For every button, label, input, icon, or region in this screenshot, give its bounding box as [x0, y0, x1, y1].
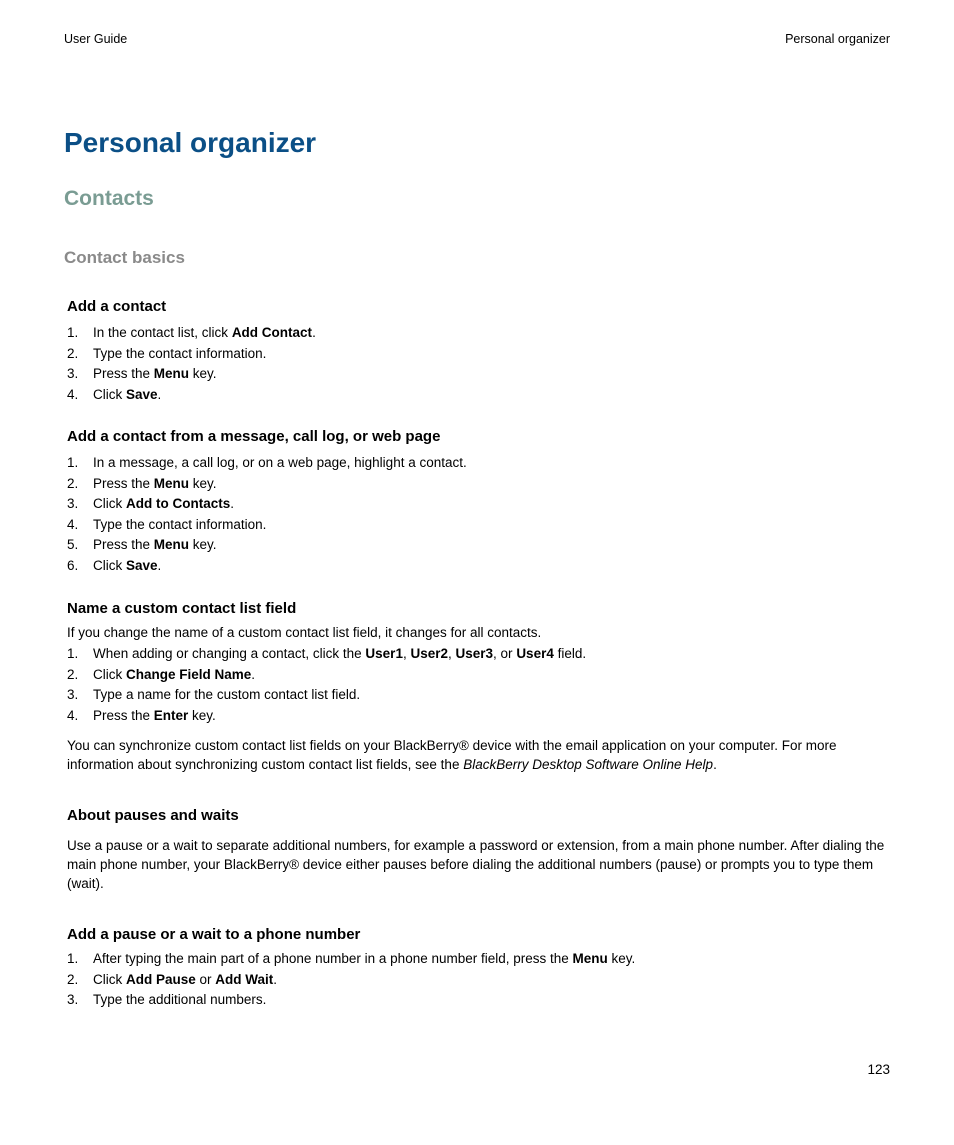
header-guide-title: User Guide — [64, 32, 128, 46]
step: 1. When adding or changing a contact, click the User1, User2, User3, or User4 field. — [67, 646, 587, 661]
step: 1. In a message, a call log, or on a web page, highlight a contact. — [67, 455, 467, 470]
step: 3. Press the Menu key. — [67, 366, 217, 382]
section-heading: Add a contact — [67, 298, 167, 315]
page-title: Personal organizer — [64, 127, 317, 158]
step: 3. Type a name for the custom contact list field. — [67, 687, 361, 703]
section-heading: Add a pause or a wait to a phone number — [67, 926, 361, 943]
help-reference: BlackBerry Desktop Software Online Help — [463, 757, 714, 773]
section-heading: Name a custom contact list field — [67, 600, 297, 617]
section-title: Contacts — [64, 187, 154, 210]
page-header — [64, 32, 890, 50]
steps-list — [67, 949, 892, 1011]
section-add-contact-from-message — [67, 427, 892, 577]
step: 1. In the contact list, click Add Contact. — [67, 325, 316, 340]
section-paragraph: Use a pause or a wait to separate additional numbers, for example a password or extension, from a main phone number. After dialing the main phone number, your BlackBerry® device either pauses before dialing the additional numbers (pause) or prompts you to type them (wait). — [67, 838, 885, 891]
step: 2. Press the Menu key. — [67, 475, 217, 491]
section-about-pauses — [67, 806, 892, 893]
section-name-custom-field — [67, 599, 892, 774]
step: 3. Type the additional numbers. — [67, 992, 267, 1008]
step: 2. Click Change Field Name. — [67, 666, 256, 682]
steps-list — [67, 453, 892, 577]
steps-list — [67, 644, 892, 726]
section-heading: About pauses and waits — [67, 807, 239, 824]
page-number: 123 — [867, 1062, 890, 1077]
section-add-contact — [67, 297, 892, 405]
header-chapter-title: Personal organizer — [785, 32, 890, 46]
step: 4. Type the contact information. — [67, 516, 267, 532]
step: 5. Press the Menu key. — [67, 537, 217, 553]
step: 6. Click Save. — [67, 557, 162, 573]
sync-note: You can synchronize custom contact list fields on your BlackBerry® device with the email application on your computer. For more information about synchronizing custom contact list fields, see the BlackBerry Desktop Software Online Help. — [67, 738, 837, 773]
step: 1. After typing the main part of a phone number in a phone number field, press the Menu key. — [67, 951, 636, 966]
steps-list — [67, 323, 892, 405]
subsection-title: Contact basics — [64, 248, 185, 267]
section-add-pause — [67, 925, 892, 1011]
section-intro: If you change the name of a custom contact list field, it changes for all contacts. — [67, 625, 542, 640]
step: 2. Type the contact information. — [67, 345, 267, 361]
section-heading: Add a contact from a message, call log, or web page — [67, 428, 441, 445]
step: 3. Click Add to Contacts. — [67, 496, 235, 512]
step: 4. Click Save. — [67, 386, 162, 402]
step: 4. Press the Enter key. — [67, 707, 216, 723]
step: 2. Click Add Pause or Add Wait. — [67, 971, 278, 987]
